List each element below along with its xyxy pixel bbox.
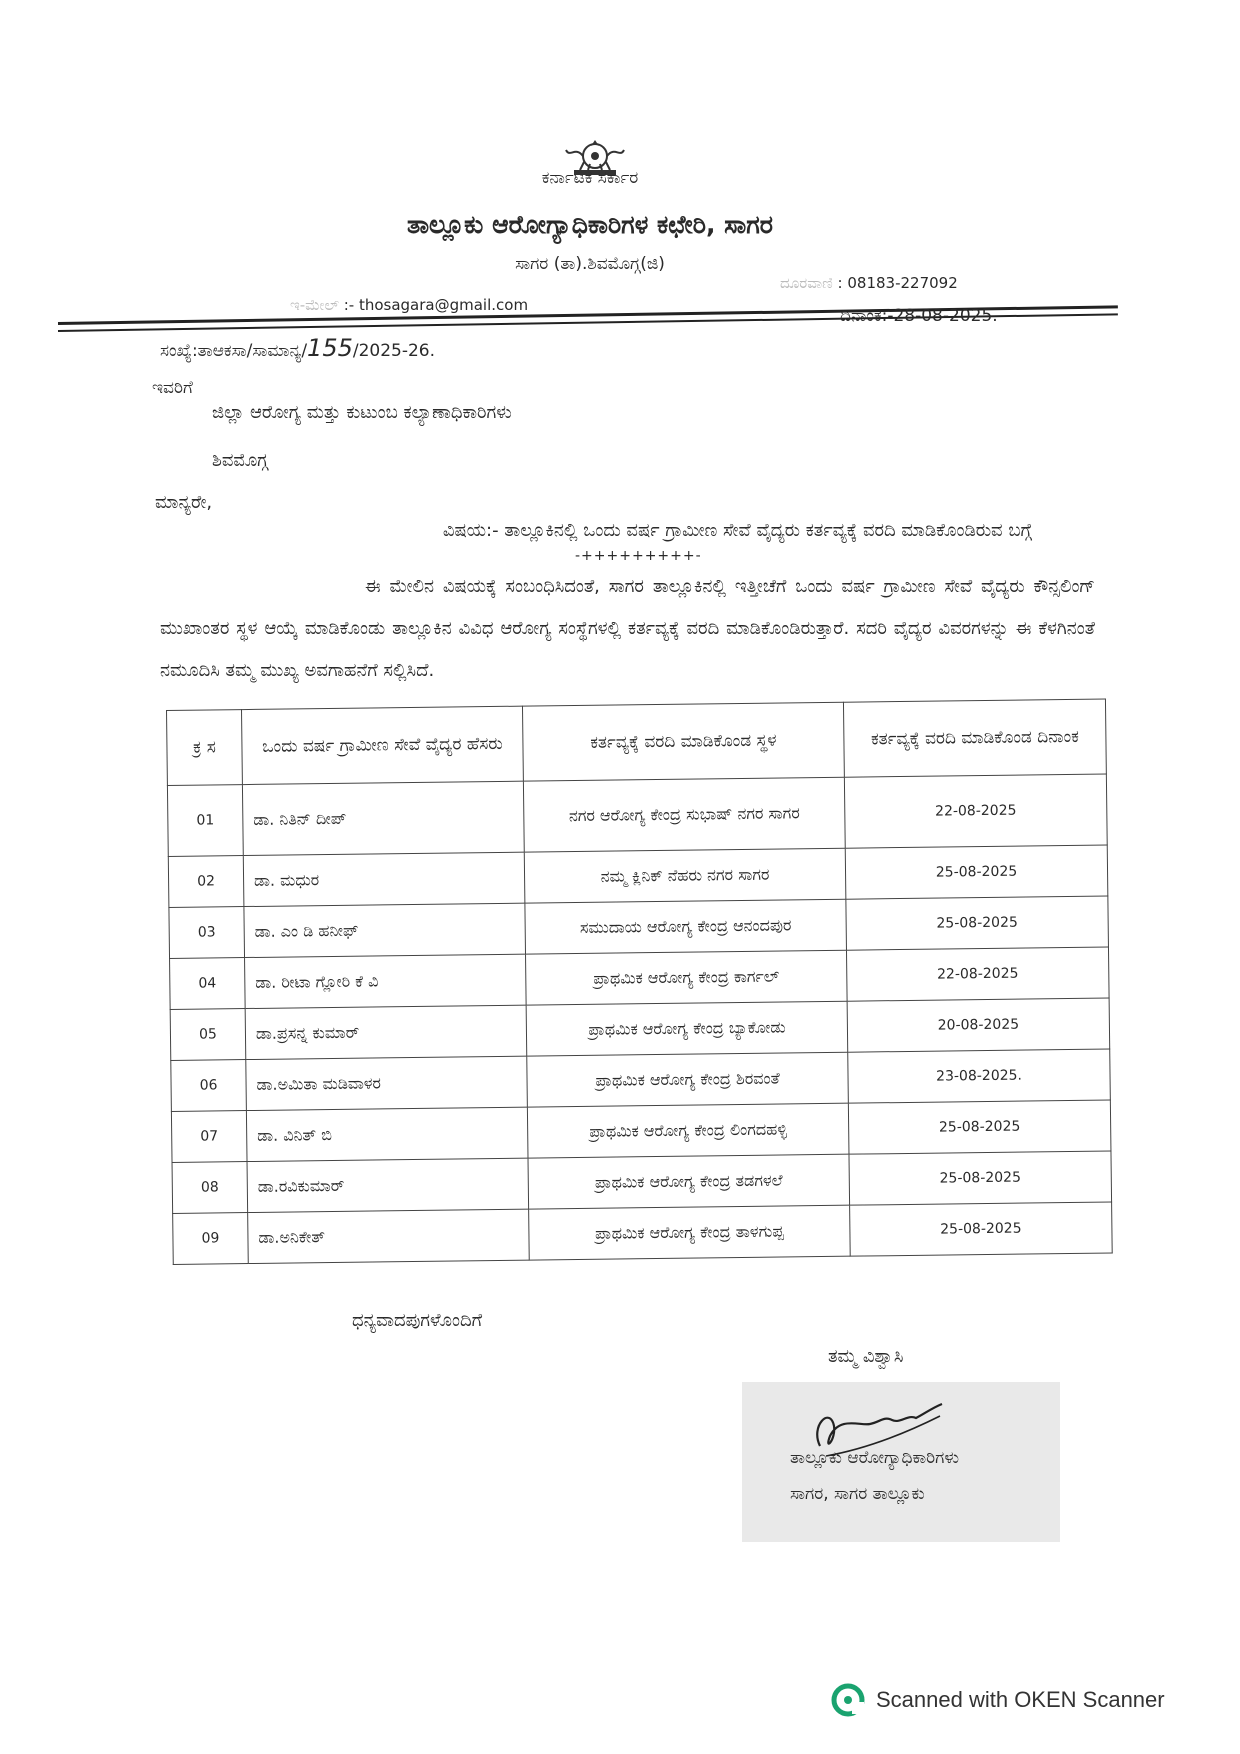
office-place: ಸಾಗರ (ತಾ).ಶಿವಮೊಗ್ಗ(ಜಿ) (515, 254, 665, 274)
salutation: ಮಾನ್ಯರೇ, (155, 492, 213, 513)
row-sl: 04 (170, 958, 246, 1010)
phone-label: ದೂರವಾಣಿ (780, 274, 833, 292)
office-name: ತಾಲ್ಲೂಕು ಆರೋಗ್ಯಾಧಿಕಾರಿಗಳ ಕಛೇರಿ, ಸಾಗರ (406, 210, 774, 239)
email-label: ಇ-ಮೇಲ್ (290, 296, 339, 314)
row-sl: 08 (172, 1162, 248, 1214)
row-name: ಡಾ.ಅನಿಕೇತ್ (248, 1209, 530, 1263)
row-date: 23-08-2025. (848, 1049, 1111, 1103)
row-place: ನಗರ ಆರೋಗ್ಯ ಕೇಂದ್ರ ಸುಭಾಷ್ ನಗರ ಸಾಗರ (523, 777, 845, 852)
government-name: ಕರ್ನಾಟಕ ಸರ್ಕಾರ (541, 168, 639, 188)
oken-scanner-logo-icon (830, 1682, 866, 1718)
row-place: ಪ್ರಾಥಮಿಕ ಆರೋಗ್ಯ ಕೇಂದ್ರ ಕಾರ್ಗಲ್ (526, 950, 848, 1005)
row-name: ಡಾ.ಪ್ರಸನ್ನ ಕುಮಾರ್ (245, 1005, 527, 1059)
row-name: ಡಾ. ಎಂ ಡಿ ಹನೀಫ್ (244, 903, 526, 957)
row-place: ಪ್ರಾಥಮಿಕ ಆರೋಗ್ಯ ಕೇಂದ್ರ ತಾಳಗುಪ್ಪ (529, 1205, 851, 1260)
row-date: 25-08-2025 (850, 1202, 1113, 1256)
row-place: ಪ್ರಾಥಮಿಕ ಆರೋಗ್ಯ ಕೇಂದ್ರ ಲಿಂಗದಹಳ್ಳಿ (527, 1103, 849, 1158)
table-row (173, 1202, 1113, 1264)
row-sl: 07 (171, 1111, 247, 1163)
recipient-line-2: ಶಿವಮೊಗ್ಗ (212, 450, 268, 471)
ref-number: 155 (307, 334, 353, 362)
email-address: :- thosagara@gmail.com (343, 296, 529, 314)
subject-divider: -+++++++++- (575, 548, 702, 564)
body-text: ಈ ಮೇಲಿನ ವಿಷಯಕ್ಕೆ ಸಂಬಂಧಿಸಿದಂತೆ, ಸಾಗರ ತಾಲ್ಲೂಕಿನಲ್ಲಿ ಇತ್ತೀಚೆಗೆ ಒಂದು ವರ್ಷ ಗ್ರಾಮೀಣ ಸೇವೆ ವೈದ್ಯರು ಕೌನ್ಸಲಿಂಗ್ ಮುಖಾಂತರ ಸ್ಥಳ ಆಯ್ಕೆ ಮಾಡಿಕೊಂಡು ತಾಲ್ಲೂಕಿನ ವಿವಿಧ ಆರೋಗ್ಯ ಸಂಸ್ಥೆಗಳಲ್ಲಿ ಕರ್ತವ್ಯಕ್ಕೆ ವರದಿ ಮಾಡಿಕೊಂಡಿರುತ್ತಾರೆ. ಸದರಿ ವೈದ್ಯರ ವಿವರಗಳನ್ನು ಈ ಕೆಳಗಿನಂತೆ ನಮೂದಿಸಿ ತಮ್ಮ ಮುಖ್ಯ ಅವಗಾಹನೆಗೆ ಸಲ್ಲಿಸಿದೆ. (160, 576, 1095, 681)
email-line (290, 296, 528, 314)
row-sl: 01 (167, 785, 243, 857)
designation-line-2: ಸಾಗರ, ಸಾಗರ ತಾಲ್ಲೂಕು (790, 1484, 925, 1504)
row-name: ಡಾ. ನಿತಿನ್ ದೀಪ್ (242, 781, 524, 855)
to-label: ಇವರಿಗೆ (152, 378, 193, 398)
letter-date: ದಿನಾಂಕ:-28-08-2025. (840, 306, 998, 326)
subject-line: ವಿಷಯ:- ತಾಲ್ಲೂಕಿನಲ್ಲಿ ಒಂದು ವರ್ಷ ಗ್ರಾಮೀಣ ಸೇವೆ ವೈದ್ಯರು ಕರ್ತವ್ಯಕ್ಕೆ ವರದಿ ಮಾಡಿಕೊಂಡಿರುವ ಬಗ್ಗೆ (442, 520, 1032, 541)
row-date: 22-08-2025 (844, 774, 1107, 848)
row-name: ಡಾ.ರವಿಕುಮಾರ್ (247, 1158, 529, 1212)
recipient-line-1: ಜಿಲ್ಲಾ ಆರೋಗ್ಯ ಮತ್ತು ಕುಟುಂಬ ಕಲ್ಯಾಣಾಧಿಕಾರಿಗಳು (212, 402, 512, 423)
row-sl: 09 (173, 1213, 249, 1265)
table-header-row (167, 699, 1107, 785)
row-date: 25-08-2025 (849, 1151, 1112, 1205)
header-name: ಒಂದು ವರ್ಷ ಗ್ರಾಮೀಣ ಸೇವೆ ವೈದ್ಯರ ಹೆಸರು (242, 706, 524, 784)
phone-line (780, 274, 958, 292)
row-date: 22-08-2025 (846, 947, 1109, 1001)
ref-prefix: ಸಂಖ್ಯೆ:ತಾಆಕಸಾ/ಸಾಮಾನ್ಯ/ (160, 341, 308, 361)
row-name: ಡಾ. ವಿನಿತ್ ಬಿ (246, 1107, 528, 1161)
row-sl: 06 (171, 1060, 247, 1112)
row-date: 20-08-2025 (847, 998, 1110, 1052)
yours-faithfully: ತಮ್ಮ ವಿಶ್ವಾಸಿ (828, 1346, 904, 1367)
row-sl: 05 (170, 1009, 246, 1061)
row-date: 25-08-2025 (848, 1100, 1111, 1154)
row-place: ಪ್ರಾಥಮಿಕ ಆರೋಗ್ಯ ಕೇಂದ್ರ ಶಿರವಂತೆ (527, 1052, 849, 1107)
row-sl: 02 (168, 856, 244, 908)
doctors-table (166, 699, 1113, 1265)
reference-number (160, 334, 435, 362)
row-place: ಸಮುದಾಯ ಆರೋಗ್ಯ ಕೇಂದ್ರ ಆನಂದಪುರ (525, 899, 847, 954)
row-date: 25-08-2025 (846, 896, 1109, 950)
letter-body (160, 566, 1095, 692)
designation-line-1: ತಾಲ್ಲೂಕು ಆರೋಗ್ಯಾಧಿಕಾರಿಗಳು (790, 1448, 959, 1468)
ref-suffix: /2025-26. (352, 341, 436, 361)
row-name: ಡಾ. ರೀಟಾ ಗ್ಲೋರಿ ಕೆ ವಿ (245, 954, 527, 1008)
row-place: ಪ್ರಾಥಮಿಕ ಆರೋಗ್ಯ ಕೇಂದ್ರ ಬ್ಯಾಕೋಡು (526, 1001, 848, 1056)
row-name: ಡಾ. ಮಧುರ (243, 852, 525, 906)
scanner-watermark (830, 1682, 1165, 1718)
row-date: 25-08-2025 (845, 845, 1108, 899)
row-name: ಡಾ.ಅಮಿತಾ ಮಡಿವಾಳರ (246, 1056, 528, 1110)
thanks-line: ಧನ್ಯವಾದಪುಗಳೊಂದಿಗೆ (352, 1310, 483, 1331)
header-place: ಕರ್ತವ್ಯಕ್ಕೆ ವರದಿ ಮಾಡಿಕೊಂಡ ಸ್ಥಳ (522, 702, 844, 781)
scanner-text: Scanned with OKEN Scanner (876, 1687, 1165, 1712)
phone-number: : 08183-227092 (837, 274, 958, 292)
table-row (167, 774, 1107, 856)
row-sl: 03 (169, 907, 245, 959)
header-date: ಕರ್ತವ್ಯಕ್ಕೆ ವರದಿ ಮಾಡಿಕೊಂಡ ದಿನಾಂಕ (843, 699, 1106, 777)
header-sl: ಕ್ರ ಸ (167, 710, 243, 786)
row-place: ಪ್ರಾಥಮಿಕ ಆರೋಗ್ಯ ಕೇಂದ್ರ ತಡಗಳಲೆ (528, 1154, 850, 1209)
row-place: ನಮ್ಮ ಕ್ಲಿನಿಕ್ ನೆಹರು ನಗರ ಸಾಗರ (524, 848, 846, 903)
